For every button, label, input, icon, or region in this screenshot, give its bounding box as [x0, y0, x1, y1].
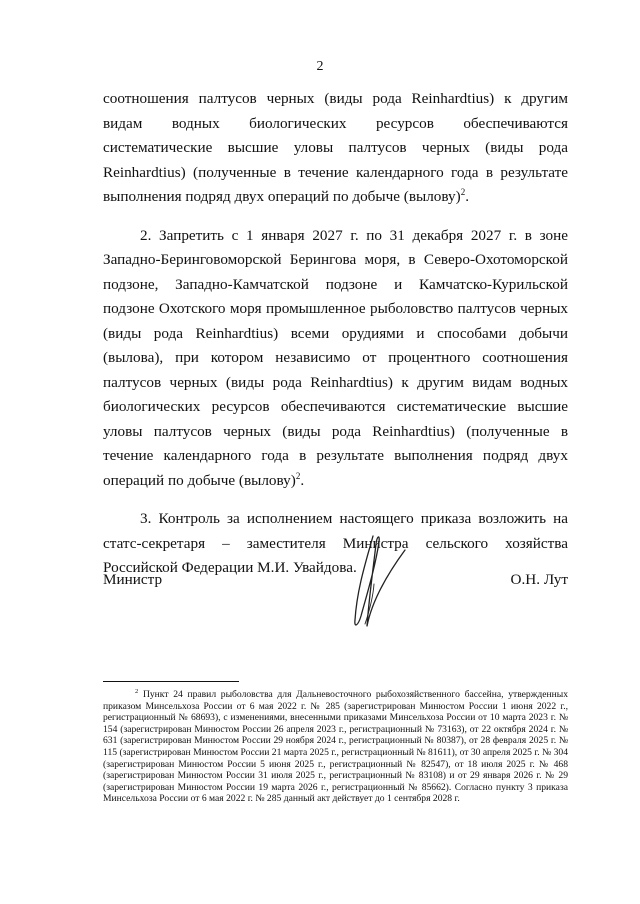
page-number: 2 [316, 59, 324, 74]
paragraph-2-end: . [300, 471, 305, 489]
footnote-reference[interactable]: 2 [460, 186, 466, 197]
signatory-title: Министр [103, 571, 163, 588]
footnote-text: Пункт 24 правил рыболовства для Дальневосточного рыбохозяйственного бассейна, утвержденных приказом Минсельхоза России от 6 мая 2022 г. № 285 (зарегистрирован Минюстом России 1 июня 2022 г., регистрационный № 68693), с изменениями, внесенными приказами Минсельхоза России от 10 марта 2023 г. № 154 (зарегистрирован Минюстом России 26 апреля 2023 г., регистрационный № 73163), от 22 октября 2024 г. № 631 (зарегистрирован Минюстом России 29 ноября 2024 г., регистрационный № 80387), от 28 февраля 2025 г. № 115 (зарегистрирован Минюстом России 21 марта 2025 г., регистрационный № 81611), от 30 апреля 2025 г. № 304 (зарегистрирован Минюстом России 5 июня 2025 г., регистрационный № 82547), от 18 июля 2025 г. № 468 (зарегистрирован Минюстом России 31 июля 2025 г., регистрационный № 83108) и от 29 января 2026 г. № 29 (зарегистрирован Минюстом России 19 марта 2026 г., регистрационный № 85662). Согласно пункту 3 приказа Минсельхоза России от 6 мая 2022 г. № 285 данный акт действует до 1 сентября 2028 г. [103, 689, 569, 805]
paragraph-3-control: 3. Контроль за исполнением настоящего приказа возложить на статс-секретаря – заместителя Министра сельского хозяйства Российской Федерации М.И. Увайдова. [103, 510, 568, 576]
paragraph-2-prohibition [103, 224, 568, 494]
paragraph-2-text: 2. Запретить с 1 января 2027 г. по 31 декабря 2027 г. в зоне Западно-Беринговоморской Берингова моря, в Северо-Охотоморской подзоне, Западно-Камчатской подзоне и Камчатско-Курильской подзоне Охотского моря промышленное рыболовство палтусов черных (виды рода Reinhardtius) всеми орудиями и способами добычи (вылова), при котором независимо от процентного соотношения палтусов черных (виды рода Reinhardtius) к другим видам водных биологических ресурсов обеспечиваются систематические высшие уловы палтусов черных (виды рода Reinhardtius) (полученные в течение календарного года в результате выполнения подряд двух операций по добыче (вылову) [103, 226, 568, 489]
paragraph-1-text: соотношения палтусов черных (виды рода Reinhardtius) к другим видам водных биологических ресурсов обеспечиваются систематические высшие уловы палтусов черных (виды рода Reinhardtius) (полученные в течение календарного года в результате выполнения подряд двух операций по добыче (вылову) [103, 90, 568, 205]
paragraph-1-end: . [465, 188, 469, 205]
document-body [103, 87, 568, 581]
signatory-name: О.Н. Лут [510, 571, 568, 588]
handwritten-signature [343, 528, 413, 638]
paragraph-1-continuation [103, 87, 568, 210]
footnote-separator [103, 681, 239, 682]
footnote-marker: 2 [135, 687, 139, 695]
footnote-reference[interactable]: 2 [295, 470, 301, 481]
footnote [103, 689, 568, 805]
